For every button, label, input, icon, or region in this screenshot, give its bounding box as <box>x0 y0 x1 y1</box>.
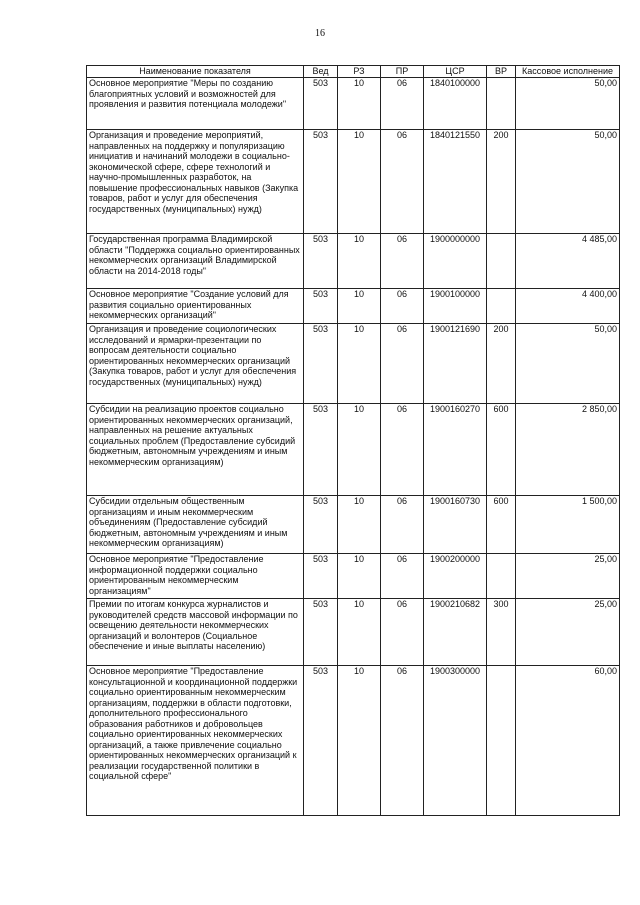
row-name: Основное мероприятие "Предоставление консультационной и координационной поддержки социально ориентированным некоммерческим организациям, поддержки в области подготовки, дополнительного профессионального образования работников и добровольцев социально ориентированных некоммерческих организаций, а также привлечение социально ориентированных некоммерческих организаций к реализации государственной политики в социальной сфере" <box>87 666 304 816</box>
row-amount: 1 500,00 <box>516 496 620 554</box>
row-ved: 503 <box>304 496 338 554</box>
row-name: Организация и проведение социологических исследований и ярмарки-презентации по вопросам деятельности социально ориентированных некоммерческих организаций (Закупка товаров, работ и услуг для обеспечения государственных (муниципальных) нужд) <box>87 324 304 404</box>
row-rz: 10 <box>338 234 381 289</box>
header-pr: ПР <box>381 66 424 78</box>
row-name: Основное мероприятие "Создание условий для развития социально ориентированных некоммерческих организаций" <box>87 289 304 324</box>
row-rz: 10 <box>338 496 381 554</box>
header-name: Наименование показателя <box>87 66 304 78</box>
row-amount: 60,00 <box>516 666 620 816</box>
row-pr: 06 <box>381 324 424 404</box>
row-rz: 10 <box>338 78 381 130</box>
row-rz: 10 <box>338 404 381 496</box>
row-csr: 1840121550 <box>424 130 487 234</box>
row-rz: 10 <box>338 130 381 234</box>
row-vr: 600 <box>487 496 516 554</box>
row-vr <box>487 666 516 816</box>
row-ved: 503 <box>304 666 338 816</box>
row-ved: 503 <box>304 130 338 234</box>
table-row <box>87 324 620 404</box>
row-amount: 4 400,00 <box>516 289 620 324</box>
row-csr: 1840100000 <box>424 78 487 130</box>
row-name: Основное мероприятие "Меры по созданию благоприятных условий и возможностей для проявления и развития потенциала молодежи" <box>87 78 304 130</box>
table-row <box>87 599 620 666</box>
row-ved: 503 <box>304 234 338 289</box>
row-amount: 2 850,00 <box>516 404 620 496</box>
row-csr: 1900100000 <box>424 289 487 324</box>
row-pr: 06 <box>381 234 424 289</box>
row-ved: 503 <box>304 324 338 404</box>
row-rz: 10 <box>338 666 381 816</box>
row-ved: 503 <box>304 554 338 599</box>
row-ved: 503 <box>304 78 338 130</box>
row-name: Премии по итогам конкурса журналистов и руководителей средств массовой информации по освещению деятельности некоммерческих организаций и волонтеров (Социальное обеспечение и иные выплаты населению) <box>87 599 304 666</box>
row-vr: 600 <box>487 404 516 496</box>
row-csr: 1900210682 <box>424 599 487 666</box>
header-rz: РЗ <box>338 66 381 78</box>
row-rz: 10 <box>338 289 381 324</box>
table-row <box>87 78 620 130</box>
row-amount: 4 485,00 <box>516 234 620 289</box>
row-vr <box>487 234 516 289</box>
page-number: 16 <box>315 28 325 39</box>
table-row <box>87 289 620 324</box>
header-csr: ЦСР <box>424 66 487 78</box>
row-amount: 50,00 <box>516 324 620 404</box>
row-vr: 200 <box>487 324 516 404</box>
table-row <box>87 130 620 234</box>
row-csr: 1900160270 <box>424 404 487 496</box>
row-pr: 06 <box>381 666 424 816</box>
row-csr: 1900000000 <box>424 234 487 289</box>
row-name: Субсидии отдельным общественным организациям и иным некоммерческим объединениям (Предоставление субсидий бюджетным, автономным учреждениям и иным некоммерческим организациям) <box>87 496 304 554</box>
row-vr: 300 <box>487 599 516 666</box>
row-vr <box>487 289 516 324</box>
row-vr <box>487 78 516 130</box>
row-pr: 06 <box>381 289 424 324</box>
table-row <box>87 554 620 599</box>
table-row <box>87 666 620 816</box>
row-pr: 06 <box>381 130 424 234</box>
row-name: Субсидии на реализацию проектов социально ориентированных некоммерческих организаций, направленных на решение актуальных социальных проблем (Предоставление субсидий бюджетным, автономным учреждениям и иным некоммерческим организациям) <box>87 404 304 496</box>
table-row <box>87 234 620 289</box>
row-ved: 503 <box>304 404 338 496</box>
row-vr: 200 <box>487 130 516 234</box>
row-pr: 06 <box>381 496 424 554</box>
row-rz: 10 <box>338 324 381 404</box>
row-name: Организация и проведение мероприятий, направленных на поддержку и популяризацию инициатив и начинаний молодежи в социально-экономической сфере, сфере технологий и научно-промышленных разработок, на повышение профессиональных навыков (Закупка товаров, работ и услуг для обеспечения государственных (муниципальных) нужд) <box>87 130 304 234</box>
row-amount: 50,00 <box>516 78 620 130</box>
row-csr: 1900160730 <box>424 496 487 554</box>
row-name: Государственная программа Владимирской области "Поддержка социально ориентированных некоммерческих организаций Владимирской области на 2014-2018 годы" <box>87 234 304 289</box>
row-amount: 25,00 <box>516 599 620 666</box>
row-name: Основное мероприятие "Предоставление информационной поддержки социально ориентированным некоммерческим организациям" <box>87 554 304 599</box>
row-pr: 06 <box>381 554 424 599</box>
row-csr: 1900300000 <box>424 666 487 816</box>
table-row <box>87 496 620 554</box>
row-pr: 06 <box>381 599 424 666</box>
header-vr: ВР <box>487 66 516 78</box>
row-csr: 1900121690 <box>424 324 487 404</box>
budget-execution-table <box>86 65 620 816</box>
row-vr <box>487 554 516 599</box>
row-amount: 25,00 <box>516 554 620 599</box>
row-pr: 06 <box>381 78 424 130</box>
row-ved: 503 <box>304 599 338 666</box>
table-header-row <box>87 66 620 78</box>
header-ved: Вед <box>304 66 338 78</box>
row-rz: 10 <box>338 599 381 666</box>
row-rz: 10 <box>338 554 381 599</box>
header-amount: Кассовое исполнение <box>516 66 620 78</box>
row-amount: 50,00 <box>516 130 620 234</box>
row-ved: 503 <box>304 289 338 324</box>
row-csr: 1900200000 <box>424 554 487 599</box>
row-pr: 06 <box>381 404 424 496</box>
table-row <box>87 404 620 496</box>
